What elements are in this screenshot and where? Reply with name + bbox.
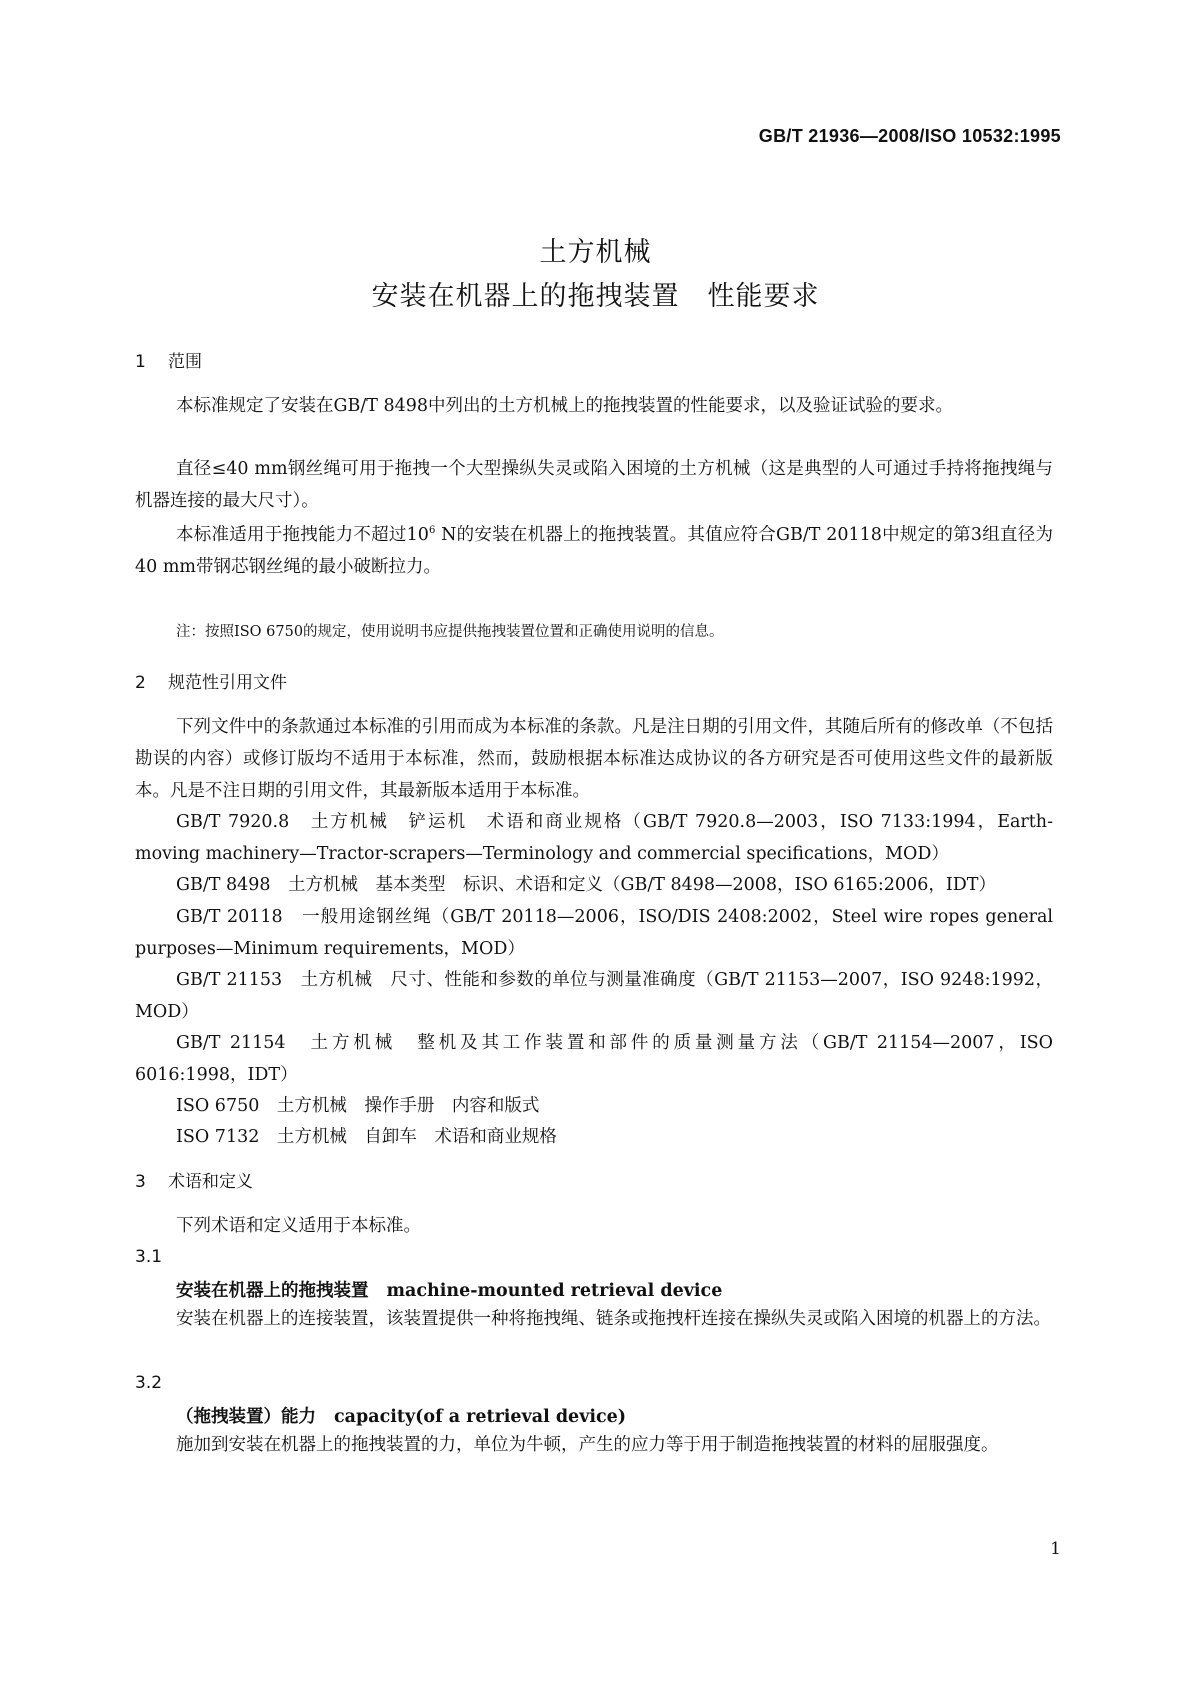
terms-intro: 下列术语和定义适用于本标准。	[176, 1216, 421, 1236]
document-title-line1: 土方机械	[539, 237, 652, 268]
section-heading-scope	[135, 347, 202, 372]
section-heading-normative-references	[135, 668, 287, 693]
reference-item: GB/T 21154 土方机械 整机及其工作装置和部件的质量测量方法（GB/T 21154—2007，ISO 6016:1998，IDT）	[135, 1033, 1053, 1085]
term-number: 3.1	[135, 1247, 163, 1267]
term-definition: 安装在机器上的连接装置，该装置提供一种将拖拽绳、链条或拖拽杆连接在操纵失灵或陷入困境的机器上的方法。	[176, 1309, 1051, 1329]
section-number: 1	[135, 352, 146, 372]
section-number: 2	[135, 673, 146, 693]
scope-paragraph-1: 本标准规定了安装在GB/T 8498中列出的土方机械上的拖拽装置的性能要求，以及验证试验的要求。	[176, 396, 954, 416]
reference-item: GB/T 7920.8 土方机械 铲运机 术语和商业规格（GB/T 7920.8—2003，ISO 7133:1994，Earth-moving machinery—Tractor-scrapers—Terminology and commercial specifications，MOD）	[135, 812, 1053, 864]
term-name	[176, 1403, 626, 1428]
term-name-cn: （拖拽装置）能力	[176, 1407, 316, 1427]
scope-paragraph-3-start: 本标准适用于拖拽能力不超过10	[176, 524, 429, 545]
references-intro: 下列文件中的条款通过本标准的引用而成为本标准的条款。凡是注日期的引用文件，其随后所有的修改单（不包括勘误的内容）或修订版均不适用于本标准，然而，鼓励根据本标准达成协议的各方研究是否可使用这些文件的最新版本。凡是不注日期的引用文件，其最新版本适用于本标准。	[135, 717, 1053, 801]
section-heading-terms	[135, 1167, 253, 1192]
reference-item: ISO 7132 土方机械 自卸车 术语和商业规格	[176, 1127, 557, 1147]
reference-item: GB/T 8498 土方机械 基本类型 标识、术语和定义（GB/T 8498—2008，ISO 6165:2006，IDT）	[176, 875, 996, 895]
section-number: 3	[135, 1172, 146, 1192]
term-number: 3.2	[135, 1373, 163, 1393]
term-definition: 施加到安装在机器上的拖拽装置的力，单位为牛顿，产生的应力等于用于制造拖拽装置的材料的屈服强度。	[176, 1435, 999, 1455]
reference-item: GB/T 21153 土方机械 尺寸、性能和参数的单位与测量准确度（GB/T 21153—2007，ISO 9248:1992，MOD）	[135, 970, 1053, 1022]
document-title-line2: 安装在机器上的拖拽装置 性能要求	[371, 281, 820, 312]
section-title: 术语和定义	[168, 1172, 253, 1192]
page-number: 1	[1050, 1539, 1061, 1559]
term-name	[176, 1277, 722, 1302]
scope-paragraph-3-end: N的安装在机器上的拖拽装置。其值应符合GB/T 20118中规定的第3组直径为40 mm带钢芯钢丝绳的最小破断拉力。	[135, 524, 1053, 577]
term-name-en: machine-mounted retrieval device	[386, 1281, 723, 1301]
term-name-en: capacity(of a retrieval device)	[334, 1407, 627, 1427]
scope-paragraph-3	[135, 515, 1053, 583]
term-name-cn: 安装在机器上的拖拽装置	[176, 1281, 369, 1301]
standard-code: GB/T 21936—2008/ISO 10532:1995	[758, 126, 1061, 146]
reference-item: GB/T 20118 一般用途钢丝绳（GB/T 20118—2006，ISO/DIS 2408:2002，Steel wire ropes general purposes—Minimum requirements，MOD）	[135, 907, 1053, 959]
section-title: 范围	[168, 352, 202, 372]
scope-paragraph-2: 直径≤40 mm钢丝绳可用于拖拽一个大型操纵失灵或陷入困境的土方机械（这是典型的人可通过手持将拖拽绳与机器连接的最大尺寸）。	[135, 459, 1053, 511]
section-title: 规范性引用文件	[168, 673, 287, 693]
exponent: 6	[428, 525, 436, 536]
reference-item: ISO 6750 土方机械 操作手册 内容和版式	[176, 1096, 540, 1116]
scope-note: 注：按照ISO 6750的规定，使用说明书应提供拖拽装置位置和正确使用说明的信息。	[176, 624, 724, 640]
